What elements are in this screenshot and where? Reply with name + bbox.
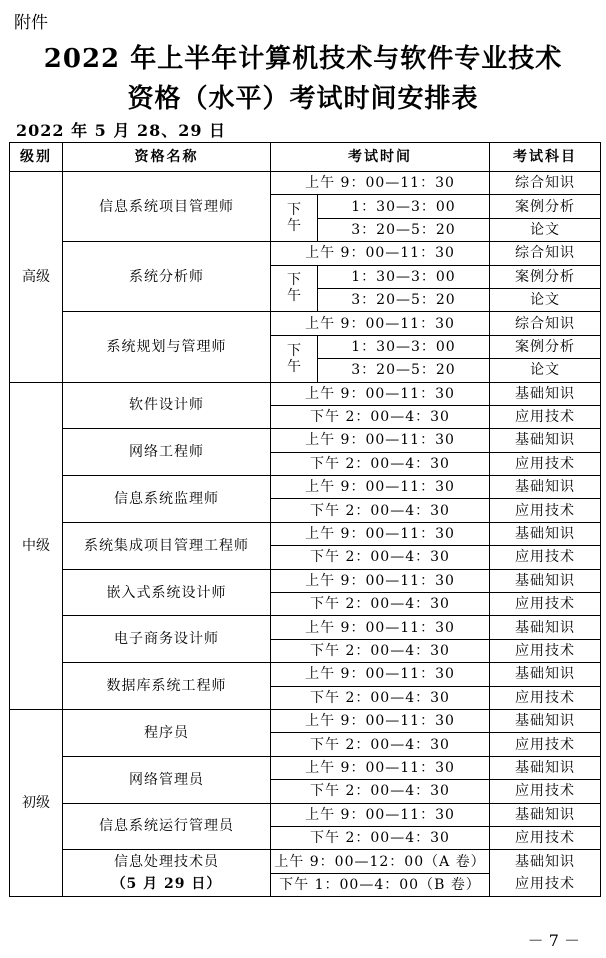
exam-time-pm: 下午 2：00—4：30 xyxy=(271,452,490,475)
exam-time-pm2: 3：20—5：20 xyxy=(318,359,490,382)
exam-subject: 应用技术 xyxy=(490,452,601,475)
header-level: 级别 xyxy=(10,143,63,172)
exam-subject: 应用技术 xyxy=(490,405,601,428)
exam-time-pm: 下午 2：00—4：30 xyxy=(271,733,490,756)
exam-time-pm: 下午 2：00—4：30 xyxy=(271,405,490,428)
exam-subject: 综合知识 xyxy=(490,242,601,265)
exam-time-pm1: 1：30—3：00 xyxy=(318,195,490,218)
special-qualification-date: （5 月 29 日） xyxy=(111,876,222,893)
exam-time-am: 上午 9：00—11：30 xyxy=(271,709,490,732)
table-row xyxy=(10,522,601,545)
header-name: 资格名称 xyxy=(63,143,271,172)
qualification-name: 系统集成项目管理工程师 xyxy=(63,522,271,569)
exam-subject: 基础知识 xyxy=(490,382,601,405)
exam-subject: 基础知识 xyxy=(490,709,601,732)
exam-date: 2022 年 5 月 28、29 日 xyxy=(16,121,227,140)
qualification-name: 程序员 xyxy=(63,709,271,756)
level-cell-senior: 高级 xyxy=(10,172,63,383)
table-row xyxy=(10,429,601,452)
table-row xyxy=(10,242,601,265)
exam-subject: 基础知识 xyxy=(515,854,575,871)
exam-subject: 综合知识 xyxy=(490,312,601,335)
exam-time-pm: 下午 2：00—4：30 xyxy=(271,593,490,616)
table-header-row xyxy=(10,143,601,172)
qualification-name: 嵌入式系统设计师 xyxy=(63,569,271,616)
exam-time-pm: 下午 2：00—4：30 xyxy=(271,499,490,522)
page-number: － 7 － xyxy=(527,931,580,950)
exam-subject: 论文 xyxy=(490,288,601,311)
qualification-name: 信息系统项目管理师 xyxy=(63,172,271,242)
exam-subject: 基础知识 xyxy=(490,569,601,592)
exam-subject: 应用技术 xyxy=(490,826,601,849)
exam-subject: 应用技术 xyxy=(490,639,601,662)
exam-subject: 论文 xyxy=(490,359,601,382)
table-row xyxy=(10,382,601,405)
exam-time-am: 上午 9：00—11：30 xyxy=(271,756,490,779)
exam-subject: 基础知识 xyxy=(490,522,601,545)
exam-subject: 综合知识 xyxy=(490,172,601,195)
exam-subject: 基础知识 xyxy=(490,616,601,639)
header-time: 考试时间 xyxy=(271,143,490,172)
exam-time-am: 上午 9：00—11：30 xyxy=(271,242,490,265)
table-row xyxy=(10,172,601,195)
exam-time-pm2: 3：20—5：20 xyxy=(318,288,490,311)
exam-time-pm: 下午 1：00—4：00（B 卷） xyxy=(271,873,490,896)
qualification-name: 系统规划与管理师 xyxy=(63,312,271,382)
exam-time-am: 上午 9：00—11：30 xyxy=(271,663,490,686)
exam-subject: 案例分析 xyxy=(490,335,601,358)
qualification-name: 系统分析师 xyxy=(63,242,271,312)
exam-subject: 基础知识 xyxy=(490,429,601,452)
exam-schedule-table xyxy=(9,142,601,897)
table-row xyxy=(10,616,601,639)
exam-subject-special xyxy=(490,850,601,897)
afternoon-label: 下 午 xyxy=(271,195,318,242)
qualification-name: 电子商务设计师 xyxy=(63,616,271,663)
table-row xyxy=(10,663,601,686)
exam-time-am: 上午 9：00—12：00（A 卷） xyxy=(271,850,490,873)
exam-time-am: 上午 9：00—11：30 xyxy=(271,312,490,335)
document-title-line2: 资格（水平）考试时间安排表 xyxy=(127,84,479,114)
exam-time-pm: 下午 2：00—4：30 xyxy=(271,780,490,803)
exam-time-am: 上午 9：00—11：30 xyxy=(271,429,490,452)
exam-time-pm: 下午 2：00—4：30 xyxy=(271,686,490,709)
table-row xyxy=(10,312,601,335)
exam-subject: 基础知识 xyxy=(490,476,601,499)
exam-subject: 应用技术 xyxy=(490,499,601,522)
special-qualification-title: 信息处理技术员 xyxy=(114,854,219,871)
exam-time-am: 上午 9：00—11：30 xyxy=(271,382,490,405)
exam-time-pm1: 1：30—3：00 xyxy=(318,335,490,358)
exam-time-pm1: 1：30—3：00 xyxy=(318,265,490,288)
exam-time-am: 上午 9：00—11：30 xyxy=(271,522,490,545)
exam-time-am: 上午 9：00—11：30 xyxy=(271,172,490,195)
exam-time-am: 上午 9：00—11：30 xyxy=(271,569,490,592)
qualification-name: 软件设计师 xyxy=(63,382,271,429)
qualification-name: 网络管理员 xyxy=(63,756,271,803)
exam-time-pm: 下午 2：00—4：30 xyxy=(271,546,490,569)
exam-time-am: 上午 9：00—11：30 xyxy=(271,476,490,499)
exam-time-pm2: 3：20—5：20 xyxy=(318,218,490,241)
qualification-name-special xyxy=(63,850,271,897)
qualification-name: 信息系统监理师 xyxy=(63,476,271,523)
exam-subject: 应用技术 xyxy=(490,733,601,756)
exam-subject: 应用技术 xyxy=(515,876,575,893)
header-subject: 考试科目 xyxy=(490,143,601,172)
table-row xyxy=(10,803,601,826)
attachment-label: 附件 xyxy=(14,13,48,33)
afternoon-label: 下 午 xyxy=(271,335,318,382)
exam-time-pm: 下午 2：00—4：30 xyxy=(271,826,490,849)
exam-subject: 应用技术 xyxy=(490,686,601,709)
qualification-name: 网络工程师 xyxy=(63,429,271,476)
qualification-name: 数据库系统工程师 xyxy=(63,663,271,710)
exam-subject: 基础知识 xyxy=(490,803,601,826)
table-row xyxy=(10,476,601,499)
exam-time-am: 上午 9：00—11：30 xyxy=(271,803,490,826)
level-cell-junior: 初级 xyxy=(10,709,63,896)
table-row xyxy=(10,569,601,592)
exam-subject: 基础知识 xyxy=(490,663,601,686)
exam-time-am: 上午 9：00—11：30 xyxy=(271,616,490,639)
qualification-name: 信息系统运行管理员 xyxy=(63,803,271,850)
table-row xyxy=(10,709,601,732)
exam-subject: 应用技术 xyxy=(490,780,601,803)
level-cell-intermediate: 中级 xyxy=(10,382,63,709)
document-title-line1: 2022 年上半年计算机技术与软件专业技术 xyxy=(43,44,563,74)
exam-subject: 基础知识 xyxy=(490,756,601,779)
exam-subject: 应用技术 xyxy=(490,593,601,616)
table-row xyxy=(10,756,601,779)
exam-subject: 案例分析 xyxy=(490,195,601,218)
afternoon-label: 下 午 xyxy=(271,265,318,312)
exam-subject: 应用技术 xyxy=(490,546,601,569)
exam-time-pm: 下午 2：00—4：30 xyxy=(271,639,490,662)
exam-subject: 案例分析 xyxy=(490,265,601,288)
exam-subject: 论文 xyxy=(490,218,601,241)
table-row xyxy=(10,850,601,873)
